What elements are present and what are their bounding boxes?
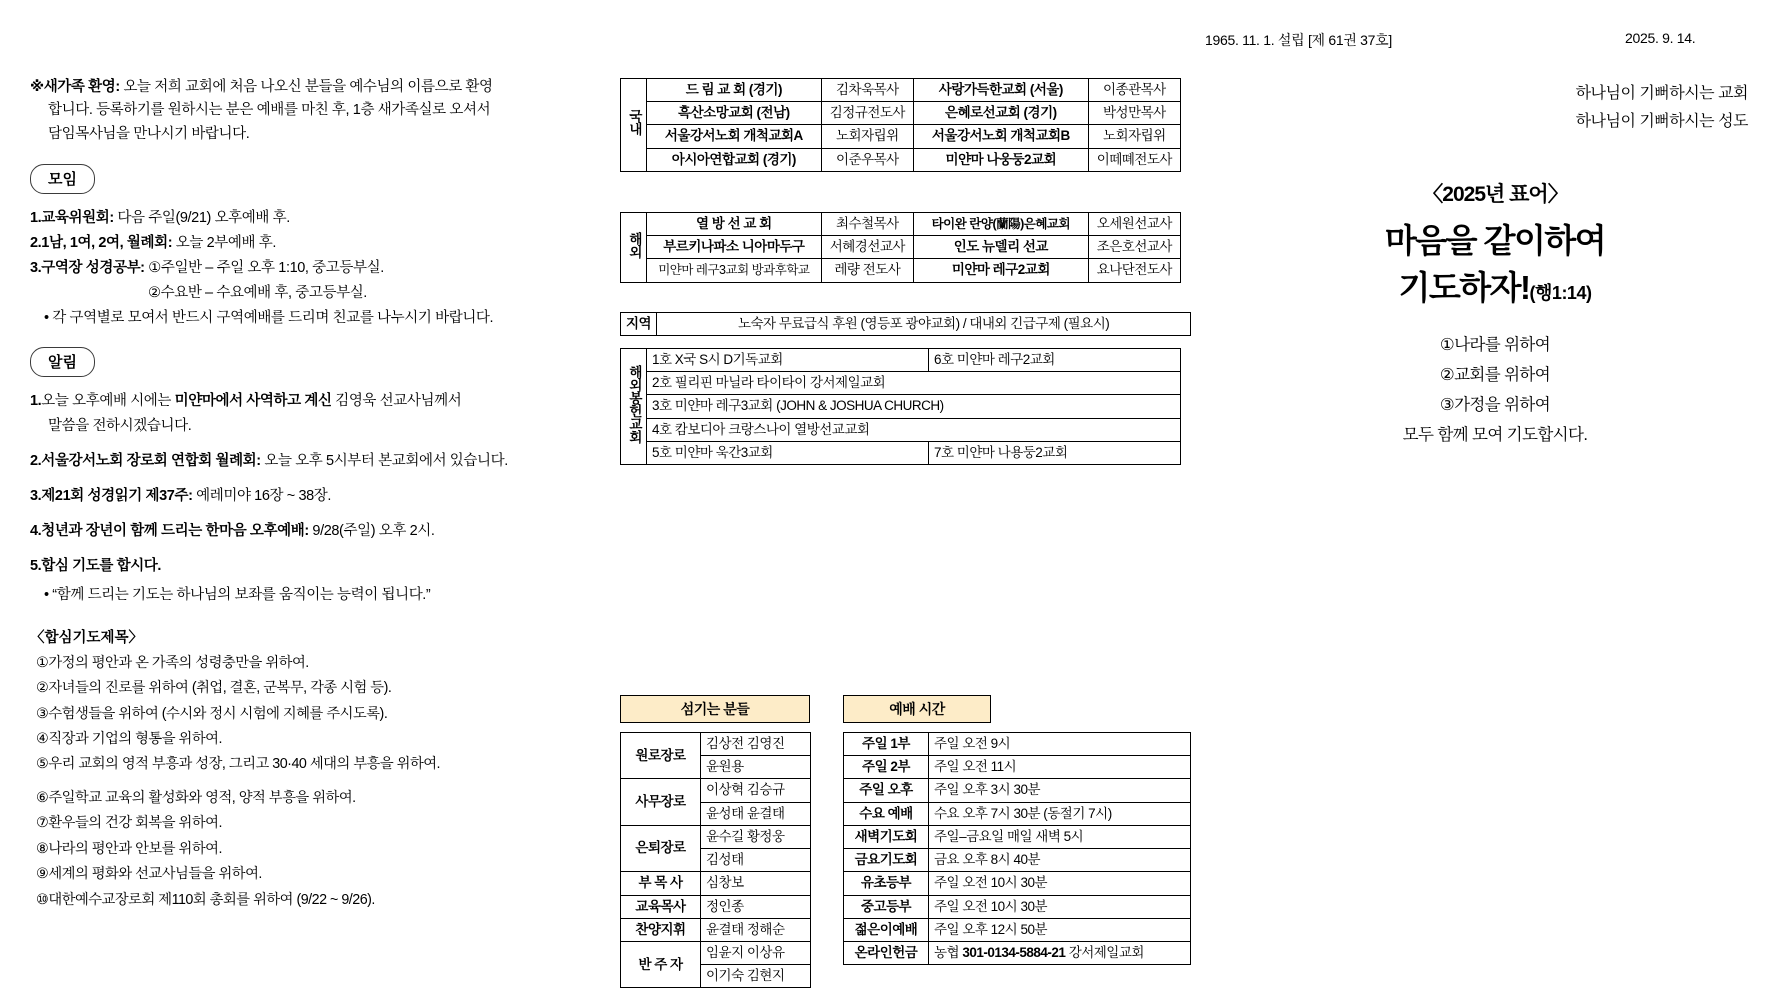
slogan-line-1: 마음을 같이하여 <box>1384 222 1606 259</box>
worship-title: 예배 시간 <box>843 695 991 723</box>
table-cell: 주일–금요일 매일 새벽 5시 <box>929 825 1191 848</box>
notice-5-bold: 합심 기도를 합시다. <box>41 557 162 574</box>
meeting-1-text: 다음 주일(9/21) 오후예배 후. <box>117 210 290 227</box>
notice-5-no: 5. <box>30 557 42 574</box>
list-item <box>30 484 600 509</box>
table-cell: 김성태 <box>701 849 811 872</box>
worship-time-table <box>843 695 1191 965</box>
servants-table <box>620 695 811 988</box>
notice-3-post: 예레미야 16장 ~ 38장. <box>192 487 332 504</box>
list-item: ②교회를 위하여 <box>1439 365 1551 384</box>
list-item <box>30 231 600 256</box>
table-cell: 김차욱목사 <box>821 79 913 102</box>
meeting-2-title: 1남, 1여, 2여, 월례회: <box>41 235 173 252</box>
table-cell: 타이완 란양(蘭陽)은혜교회 <box>913 213 1088 236</box>
meeting-3-text: ①주일반 – 주일 오후 1:10, 중고등부실. <box>148 260 384 277</box>
table-cell: 서울강서노회 개척교회A <box>646 125 821 148</box>
table-cell: 아시아연합교회 (경기) <box>646 148 821 171</box>
table-cell: 서혜경선교사 <box>821 236 913 259</box>
local-mission-table <box>620 312 1191 336</box>
table-cell: 김정규전도사 <box>821 102 913 125</box>
table-cell: 이떼뗴전도사 <box>1088 148 1180 171</box>
table-cell: 김상전 김영진 <box>701 733 811 756</box>
table-cell: 주일 2부 <box>844 756 929 779</box>
table-cell: 이종관목사 <box>1088 79 1180 102</box>
list-item: ①가정의 평안과 온 가족의 성령충만을 위하여. <box>36 654 309 671</box>
table-cell: 임윤지 이상유 <box>701 941 811 964</box>
list-item: ③수험생들을 위하여 (수시와 정시 시험에 지혜를 주시도록). <box>36 705 388 722</box>
prayer-topics-heading: 〈합심기도제목〉 <box>30 629 144 646</box>
table-cell: 원로장로 <box>621 733 701 779</box>
domestic-mission-table <box>620 78 1181 172</box>
table-cell: 윤수길 황정웅 <box>701 825 811 848</box>
overseas-label: 해외 <box>621 213 647 283</box>
table-cell: 유초등부 <box>844 872 929 895</box>
publication-info: 1965. 11. 1. 설립 [제 61권 37호] <box>1205 32 1392 48</box>
table-cell: 은혜로선교회 (경기) <box>913 102 1088 125</box>
bank-name: 농협 <box>934 944 963 960</box>
motto-line-1: 하나님이 기뻐하시는 교회 <box>1575 85 1748 102</box>
table-cell: 최수철목사 <box>821 213 913 236</box>
local-label: 지역 <box>621 313 657 336</box>
table-cell: 찬양지휘 <box>621 918 701 941</box>
table-cell: 반 주 자 <box>621 941 701 987</box>
table-cell: 인도 뉴델리 선교 <box>913 236 1088 259</box>
table-cell: 사무장로 <box>621 779 701 825</box>
slogan-line-2-text: 기도하자! <box>1398 268 1530 306</box>
table-cell: 4호 캄보디아 크랑스나이 열방선교교회 <box>647 418 1181 441</box>
table-cell: 주일 오후 <box>844 779 929 802</box>
table-cell: 노숙자 무료급식 후원 (영등포 광야교회) / 대내외 긴급구제 (필요시) <box>657 313 1191 336</box>
table-cell: 열 방 선 교 회 <box>646 213 821 236</box>
domestic-label: 국내 <box>621 79 647 172</box>
notice-2-no: 2. <box>30 453 42 470</box>
slogan-reference: (행1:14) <box>1529 282 1592 303</box>
meeting-note: • 각 구역별로 모여서 반드시 구역예배를 드리며 친교를 나누시기 바랍니다. <box>44 310 494 327</box>
table-cell: 정인종 <box>701 895 811 918</box>
slogan-line-2 <box>1230 265 1760 312</box>
new-family-welcome <box>30 76 600 146</box>
new-family-title: ※새가족 환영: <box>30 79 120 95</box>
meeting-3-sub: ②수요반 – 수요예배 후, 중고등부실. <box>148 285 367 302</box>
slogan-heading: 〈2025년 표어〉 <box>1422 183 1568 206</box>
issue-date: 2025. 9. 14. <box>1625 30 1696 46</box>
new-family-text-1: 오늘 저희 교회에 처음 나오신 분들을 예수님의 이름으로 환영 <box>123 79 493 95</box>
table-cell: 윤결태 정해순 <box>701 918 811 941</box>
online-offering-account <box>929 941 1191 964</box>
notice-4-post: 9/28(주일) 오후 2시. <box>308 522 435 539</box>
table-cell: 이상혁 김승규 <box>701 779 811 802</box>
new-family-text-2: 합니다. 등록하기를 원하시는 분은 예배를 마친 후, 1층 새가족실로 오셔서 <box>48 102 491 119</box>
list-item: ⑨세계의 평화와 선교사님들을 위하여. <box>36 866 262 883</box>
list-item: ⑤우리 교회의 영적 부흥과 성장, 그리고 30·40 세대의 부흥을 위하여. <box>36 756 441 773</box>
overseas-support-table <box>620 348 1181 465</box>
table-cell: 미얀마 레구3교회 방과후학교 <box>646 259 821 282</box>
table-cell: 3호 미얀마 레구3교회 (JOHN & JOSHUA CHURCH) <box>647 395 1181 418</box>
notice-2-bold: 서울강서노회 장로회 연합회 월례회: <box>41 453 261 470</box>
list-item: ⑥주일학교 교육의 활성화와 영적, 양적 부흥을 위하여. <box>36 789 356 806</box>
notice-3-no: 3. <box>30 487 42 504</box>
table-cell: 드 림 교 회 (경기) <box>646 79 821 102</box>
slogan-subpoints <box>1230 330 1760 450</box>
notice-1-post: 김영욱 선교사님께서 <box>331 393 462 410</box>
list-item <box>30 554 600 579</box>
list-item: ⑩대한예수교장로회 제110회 총회를 위하여 (9/22 ~ 9/26). <box>36 891 375 908</box>
notice-1-pre: 오늘 오후예배 시에는 <box>41 393 175 410</box>
servants-title: 섬기는 분들 <box>620 695 810 723</box>
list-item: ④직장과 기업의 형통을 위하여. <box>36 731 222 748</box>
list-item <box>30 206 600 231</box>
table-cell: 사랑가득한교회 (서울) <box>913 79 1088 102</box>
new-family-text-3: 담임목사님을 만나시기 바랍니다. <box>48 125 250 142</box>
table-cell: 부 목 사 <box>621 872 701 895</box>
notice-4-no: 4. <box>30 522 42 539</box>
table-cell: 심창보 <box>701 872 811 895</box>
account-number: 301-0134-5884-21 <box>962 944 1066 960</box>
table-cell: 이기숙 김현지 <box>701 965 811 988</box>
table-cell: 5호 미얀마 욱간3교회 <box>647 441 929 464</box>
table-cell: 조은호선교사 <box>1088 236 1180 259</box>
table-cell: 미얀마 레구2교회 <box>913 259 1088 282</box>
left-column <box>30 76 600 913</box>
table-cell: 7호 미얀마 나용둥2교회 <box>929 441 1181 464</box>
table-cell: 주일 오전 10시 30분 <box>929 872 1191 895</box>
table-cell: 주일 오전 11시 <box>929 756 1191 779</box>
meeting-2-no: 2. <box>30 235 42 252</box>
table-cell: 주일 오전 9시 <box>929 733 1191 756</box>
list-item <box>30 449 600 474</box>
notice-2-post: 오늘 오후 5시부터 본교회에서 있습니다. <box>260 453 508 470</box>
table-cell: 1호 X국 S시 D기독교회 <box>647 349 929 372</box>
notice-4-bold: 청년과 장년이 함께 드리는 한마음 오후예배: <box>41 522 309 539</box>
list-item <box>30 256 600 281</box>
table-cell: 미얀마 나웅둥2교회 <box>913 148 1088 171</box>
table-cell: 오세원선교사 <box>1088 213 1180 236</box>
notice-1-no: 1. <box>30 393 42 410</box>
table-cell: 새벽기도회 <box>844 825 929 848</box>
table-cell: 중고등부 <box>844 895 929 918</box>
overseas-support-label: 해외봉헌교회 <box>621 349 647 465</box>
table-cell: 온라인헌금 <box>844 941 929 964</box>
table-cell: 요나단전도사 <box>1088 259 1180 282</box>
motto-line-2: 하나님이 기뻐하시는 성도 <box>1575 113 1748 130</box>
table-cell: 수요 예배 <box>844 802 929 825</box>
slogan-text <box>1230 218 1760 312</box>
meeting-3-title: 구역장 성경공부: <box>41 260 145 277</box>
notice-3-bold: 제21회 성경읽기 제37주: <box>41 487 193 504</box>
overseas-mission-table <box>620 212 1181 283</box>
table-cell: 윤성태 윤결태 <box>701 802 811 825</box>
table-cell: 부르키나파소 니아마두구 <box>646 236 821 259</box>
section-tag-notices: 알림 <box>30 347 95 377</box>
meeting-1-no: 1. <box>30 210 42 227</box>
list-item: ⑧나라의 평안과 안보를 위하여. <box>36 840 222 857</box>
notice-1-line2: 말씀을 전하시겠습니다. <box>48 418 192 435</box>
table-cell: 은퇴장로 <box>621 825 701 871</box>
table-cell: 주일 오후 12시 50분 <box>929 918 1191 941</box>
table-cell: 금요기도회 <box>844 849 929 872</box>
table-cell: 주일 오전 10시 30분 <box>929 895 1191 918</box>
table-cell: 레량 전도사 <box>821 259 913 282</box>
table-cell: 금요 오후 8시 40분 <box>929 849 1191 872</box>
table-cell: 노회자립위 <box>1088 125 1180 148</box>
list-item: 모두 함께 모여 기도합시다. <box>1402 425 1588 444</box>
table-cell: 노회자립위 <box>821 125 913 148</box>
table-cell: 젊은이예배 <box>844 918 929 941</box>
section-tag-meetings: 모임 <box>30 164 95 194</box>
table-cell: 윤원용 <box>701 756 811 779</box>
right-column <box>1230 80 1760 450</box>
table-cell: 교육목사 <box>621 895 701 918</box>
notice-quote: • “함께 드리는 기도는 하나님의 보좌를 움직이는 능력이 됩니다.” <box>44 586 431 603</box>
table-cell: 이준우목사 <box>821 148 913 171</box>
list-item <box>30 519 600 544</box>
table-cell: 2호 필리핀 마닐라 타이타이 강서제일교회 <box>647 372 1181 395</box>
table-cell: 흑산소망교회 (전남) <box>646 102 821 125</box>
list-item: ③가정을 위하여 <box>1439 395 1551 414</box>
list-item: ⑦환우들의 건강 회복을 위하여. <box>36 815 222 832</box>
table-cell: 박성만목사 <box>1088 102 1180 125</box>
account-holder: 강서제일교회 <box>1065 944 1144 960</box>
table-cell: 수요 오후 7시 30분 (동절기 7시) <box>929 802 1191 825</box>
meeting-3-no: 3. <box>30 260 42 277</box>
table-cell: 주일 1부 <box>844 733 929 756</box>
list-item: ②자녀들의 진로를 위하여 (취업, 결혼, 군복무, 각종 시험 등). <box>36 680 392 697</box>
table-cell: 주일 오후 3시 30분 <box>929 779 1191 802</box>
notice-1-bold: 미얀마에서 사역하고 계신 <box>174 393 332 410</box>
list-item <box>30 389 600 439</box>
list-item: ①나라를 위하여 <box>1439 335 1551 354</box>
table-cell: 서울강서노회 개척교회B <box>913 125 1088 148</box>
table-cell: 6호 미얀마 레구2교회 <box>929 349 1181 372</box>
meeting-2-text: 오늘 2부예배 후. <box>175 235 276 252</box>
meeting-1-title: 교육위원회: <box>41 210 114 227</box>
